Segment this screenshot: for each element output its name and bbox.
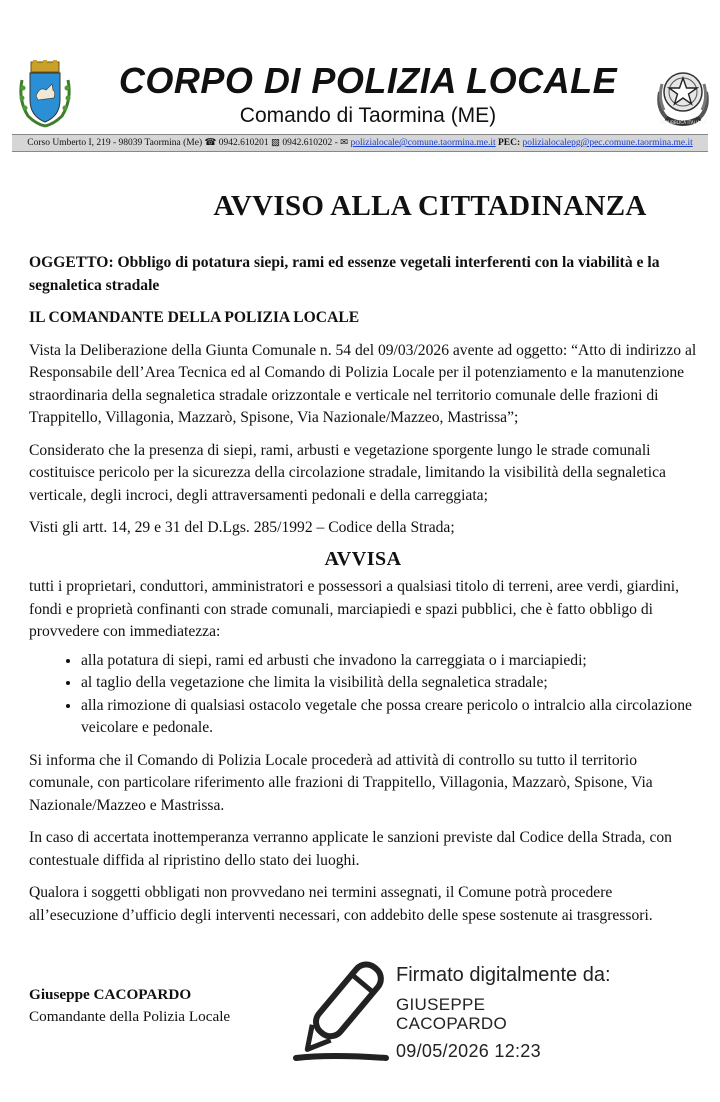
list-item: • alla potatura di siepi, rami ed arbusti che invadono la carreggiata o i marciapiedi; (81, 650, 697, 673)
phone-icon: ☎ (204, 138, 217, 148)
signature-heading: Firmato digitalmente da: (396, 964, 611, 986)
email-icon: ✉ (340, 138, 349, 148)
letterhead (0, 56, 720, 134)
fax-icon: ▧ (270, 138, 280, 148)
closing-controls: Si informa che il Comando di Polizia Locale procederà ad attività di controllo su tutto il territorio comunale, con particolare riferimento alle frazioni di Trappitello, Villagonia, Mazzarò, Spisone, Via Nazionale/Mazzeo e Mastrissa. (29, 751, 653, 814)
signature-text (396, 964, 611, 1062)
contact-bar: Corso Umberto I, 219 - 98039 Taormina (Me) ☎ 0942.610201 ▧ 0942.610202 - ✉ polizialocale@comune.taormina.me.it PEC: polizialocalepg@pec.comune.taormina.me.it (12, 134, 708, 152)
premise-deliberation: Vista la Deliberazione della Giunta Comunale n. 54 del 09/03/2026 avente ad oggetto: “Atto di indirizzo al Responsabile dell’Area Tecnica ed al Comando di Polizia Locale per il potenziamento e la manutenzione straordinaria della segnaletica stradale orizzontale e verticale nel territorio comunale delle frazioni di Trappitello, Villagonia, Mazzarò, Spisone, Via Nazionale/Mazzeo, Mastrissa”; (29, 341, 697, 426)
avvisa-heading: AVVISA (324, 547, 402, 570)
obligations-list (29, 650, 697, 740)
pen-signature-icon (290, 958, 390, 1068)
signature-datetime: 09/05/2026 12:23 (396, 1041, 541, 1061)
digital-signature-stamp (290, 958, 710, 1078)
signature-name-last: CACOPARDO (396, 1014, 508, 1033)
notice-title: AVVISO ALLA CITTADINANZA (213, 190, 647, 222)
premise-considerato: Considerato che la presenza di siepi, rami, arbusti e vegetazione sporgente lungo le strade comunali costituisce pericolo per la sicurezza della circolazione stradale, limitando la visibilità della segnaletica verticale, degli incroci, degli attraversamenti pedonali e della carreggiata; (29, 441, 666, 504)
signature-name-first: GIUSEPPE (396, 995, 486, 1014)
header-title: CORPO DI POLIZIA LOCALE (118, 60, 618, 101)
closing-sanctions: In caso di accertata inottemperanza verranno applicate le sanzioni previste dal Codice della Strada, con contestuale diffida al ripristino dello stato dei luoghi. (29, 829, 672, 869)
taormina-crest-icon (16, 60, 74, 128)
list-item: • al taglio della vegetazione che limita la visibilità della segnaletica stradale; (81, 672, 697, 695)
pec-link[interactable]: polizialocalepg@pec.comune.taormina.me.it (522, 138, 693, 148)
signature-name (396, 995, 611, 1033)
header-subtitle: Comando di Taormina (ME) (239, 104, 497, 127)
list-item: • alla rimozione di qualsiasi ostacolo vegetale che possa creare pericolo o intralcio alla circolazione veicolare e pedonale. (81, 695, 697, 740)
contact-phone: 0942.610201 (218, 138, 269, 148)
signer-role: Comandante della Polizia Locale (29, 1008, 231, 1025)
closing-execution: Qualora i soggetti obbligati non provvedano nei termini assegnati, il Comune potrà procedere all’esecuzione d’ufficio degli interventi necessari, con addebito delle spese sostenute ai trasgressori. (29, 884, 653, 924)
authority-heading: IL COMANDANTE DELLA POLIZIA LOCALE (29, 309, 360, 326)
recipients-intro: tutti i proprietari, conduttori, amministratori e possessori a qualsiasi titolo di terreni, aree verdi, giardini, fondi e proprietà confinanti con strade comunali, marciapiedi e spazi pubblici, che è fatto obbligo di provvedere con immediatezza: (29, 578, 680, 640)
notice-body (29, 252, 697, 937)
pec-label: PEC: (498, 138, 521, 148)
italian-republic-emblem-icon (652, 62, 714, 128)
signer-name: Giuseppe CACOPARDO (29, 986, 192, 1003)
emblem-ribbon-text: REPUBBLICA ITALIANA (659, 120, 707, 125)
signer-block (29, 984, 230, 1028)
email-link[interactable]: polizialocale@comune.taormina.me.it (350, 138, 496, 148)
contact-address: Corso Umberto I, 219 - 98039 Taormina (Me) (27, 138, 203, 148)
contact-fax: 0942.610202 (282, 138, 333, 148)
premise-visti: Visti gli artt. 14, 29 e 31 del D.Lgs. 285/1992 – Codice della Strada; (29, 519, 455, 536)
subject-line: OGGETTO: Obbligo di potatura siepi, rami ed essenze vegetali interferenti con la viabilità e la segnaletica stradale (29, 254, 660, 294)
